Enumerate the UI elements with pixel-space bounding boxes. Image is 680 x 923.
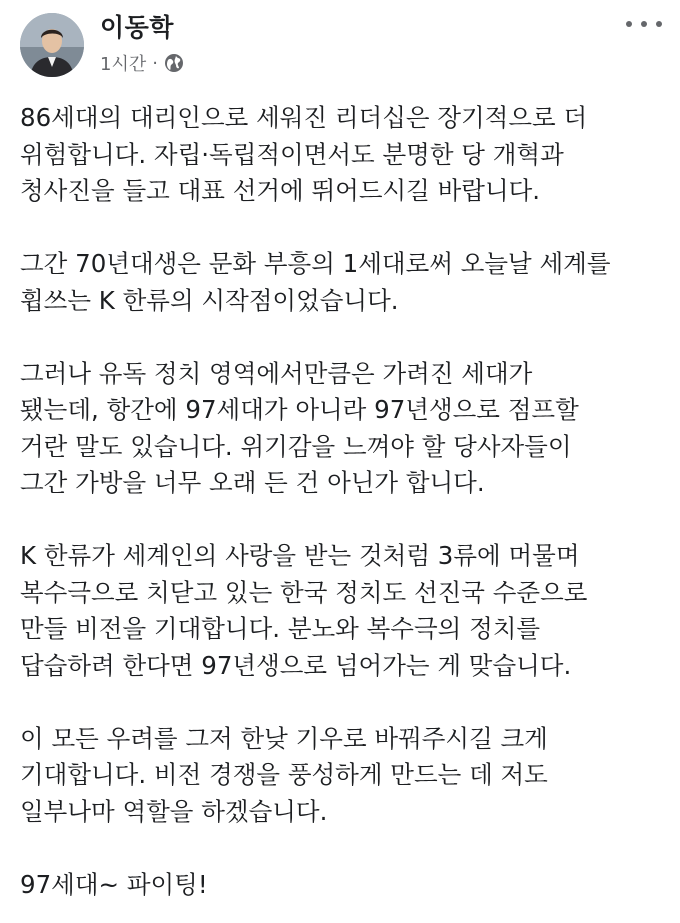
post-text-line: K 한류가 세계인의 사랑을 받는 것처럼 3류에 머물며	[20, 541, 580, 570]
post-header	[0, 0, 680, 90]
post-paragraph	[20, 867, 665, 904]
meta-separator: ·	[152, 52, 158, 74]
post-text-line: 이 모든 우려를 그저 한낮 기우로 바꿔주시길 크게	[20, 723, 548, 753]
post-text-line: 만들 비전을 기대합니다. 분노와 복수극의 정치를	[20, 614, 541, 643]
post-body	[20, 100, 665, 903]
post-text-line: 됐는데, 항간에 97세대가 아니라 97년생으로 점프할	[20, 395, 579, 424]
more-horizontal-icon	[626, 21, 632, 27]
post-text-line: 위험합니다. 자립·독립적이면서도 분명한 당 개혁과	[20, 139, 564, 169]
post-text-line: 97세대~ 파이팅!	[20, 869, 208, 899]
post-paragraph	[20, 721, 665, 831]
post-text-line: 휩쓰는 K 한류의 시작점이었습니다.	[20, 285, 399, 315]
post-text-line: 그간 70년대생은 문화 부흥의 1세대로써 오늘날 세계를	[20, 249, 611, 278]
post-text-line: 답습하려 한다면 97년생으로 넘어가는 게 맞습니다.	[20, 650, 572, 680]
post-text-line: 거란 말도 있습니다. 위기감을 느껴야 할 당사자들이	[20, 431, 572, 461]
post-text-line: 복수극으로 치닫고 있는 한국 정치도 선진국 수준으로	[20, 577, 588, 607]
post-paragraph	[20, 100, 665, 210]
post-paragraph	[20, 538, 665, 684]
post-text-line: 일부나마 역할을 하겠습니다.	[20, 796, 328, 826]
post-text-line: 그러나 유독 정치 영역에서만큼은 가려진 세대가	[20, 358, 533, 388]
post-paragraph	[20, 246, 665, 319]
post-text-line: 기대합니다. 비전 경쟁을 풍성하게 만드는 데 저도	[20, 760, 548, 789]
post-text-line: 86세대의 대리인으로 세워진 리더십은 장기적으로 더	[20, 103, 588, 132]
globe-icon[interactable]	[164, 53, 184, 73]
post-text-line: 그간 가방을 너무 오래 든 건 아닌가 합니다.	[20, 468, 485, 497]
post-paragraph	[20, 356, 665, 502]
author-name[interactable]: 이동학	[100, 13, 174, 42]
post-text-line: 청사진을 들고 대표 선거에 뛰어드시길 바랍니다.	[20, 176, 541, 205]
more-options-button[interactable]	[626, 14, 662, 34]
post-time[interactable]: 1시간	[100, 54, 147, 75]
post-meta	[100, 50, 184, 76]
avatar[interactable]	[20, 13, 84, 77]
